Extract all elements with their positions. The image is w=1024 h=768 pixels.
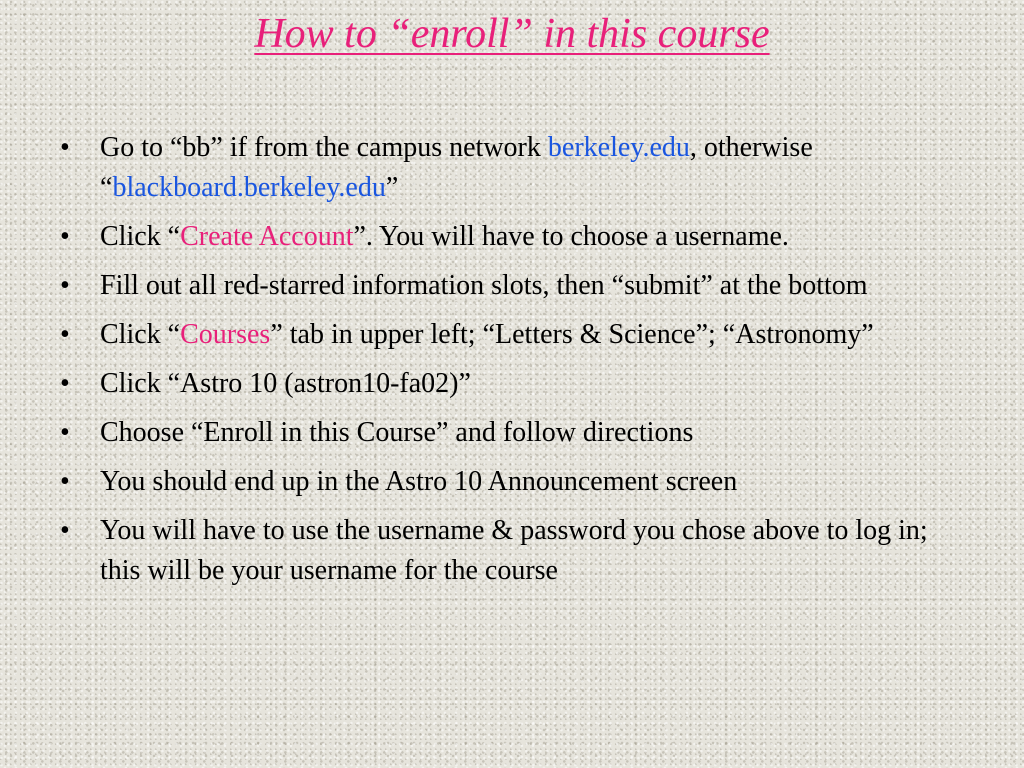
bullet-list <box>56 128 956 600</box>
slide-title: How to “enroll” in this course <box>254 11 770 57</box>
bullet-text: Fill out all red-starred information slots, then “submit” at the bottom <box>100 270 868 301</box>
bullet-item-go-to-bb <box>56 128 956 208</box>
bullet-text: , otherwise “ <box>100 132 813 203</box>
bullet-item-create-account <box>56 217 956 257</box>
create-account-highlight: Create Account <box>180 221 354 252</box>
bullet-text: Click “Astro 10 (astron10-fa02)” <box>100 368 471 399</box>
bullet-text: You will have to use the username & password you chose above to log in; this will be your username for the course <box>100 515 928 586</box>
bullet-icon: • <box>60 270 70 301</box>
bullet-item-enroll <box>56 413 956 453</box>
bullet-text: ”. You will have to choose a username. <box>353 221 789 252</box>
courses-highlight: Courses <box>180 319 271 350</box>
bullet-text: Click “ <box>100 319 181 350</box>
bullet-item-fill-out <box>56 266 956 306</box>
bullet-item-courses-tab <box>56 315 956 355</box>
bullet-item-announcement <box>56 462 956 502</box>
blackboard-berkeley-edu-link[interactable]: blackboard.berkeley.edu <box>112 172 386 203</box>
bullet-text: You should end up in the Astro 10 Announcement screen <box>100 466 738 497</box>
bullet-item-username-password <box>56 511 956 591</box>
bullet-text: Go to “bb” if from the campus network <box>100 132 548 163</box>
bullet-icon: • <box>60 221 70 252</box>
bullet-text: ” <box>385 172 399 203</box>
bullet-text: Click “ <box>100 221 181 252</box>
bullet-icon: • <box>60 417 70 448</box>
berkeley-edu-link[interactable]: berkeley.edu <box>547 132 690 163</box>
bullet-icon: • <box>60 132 70 163</box>
bullet-item-astro-10 <box>56 364 956 404</box>
bullet-text: Choose “Enroll in this Course” and follow directions <box>100 417 694 448</box>
bullet-icon: • <box>60 515 70 546</box>
bullet-icon: • <box>60 368 70 399</box>
bullet-icon: • <box>60 466 70 497</box>
bullet-icon: • <box>60 319 70 350</box>
bullet-text: ” tab in upper left; “Letters & Science”; “Astronomy” <box>270 319 874 350</box>
